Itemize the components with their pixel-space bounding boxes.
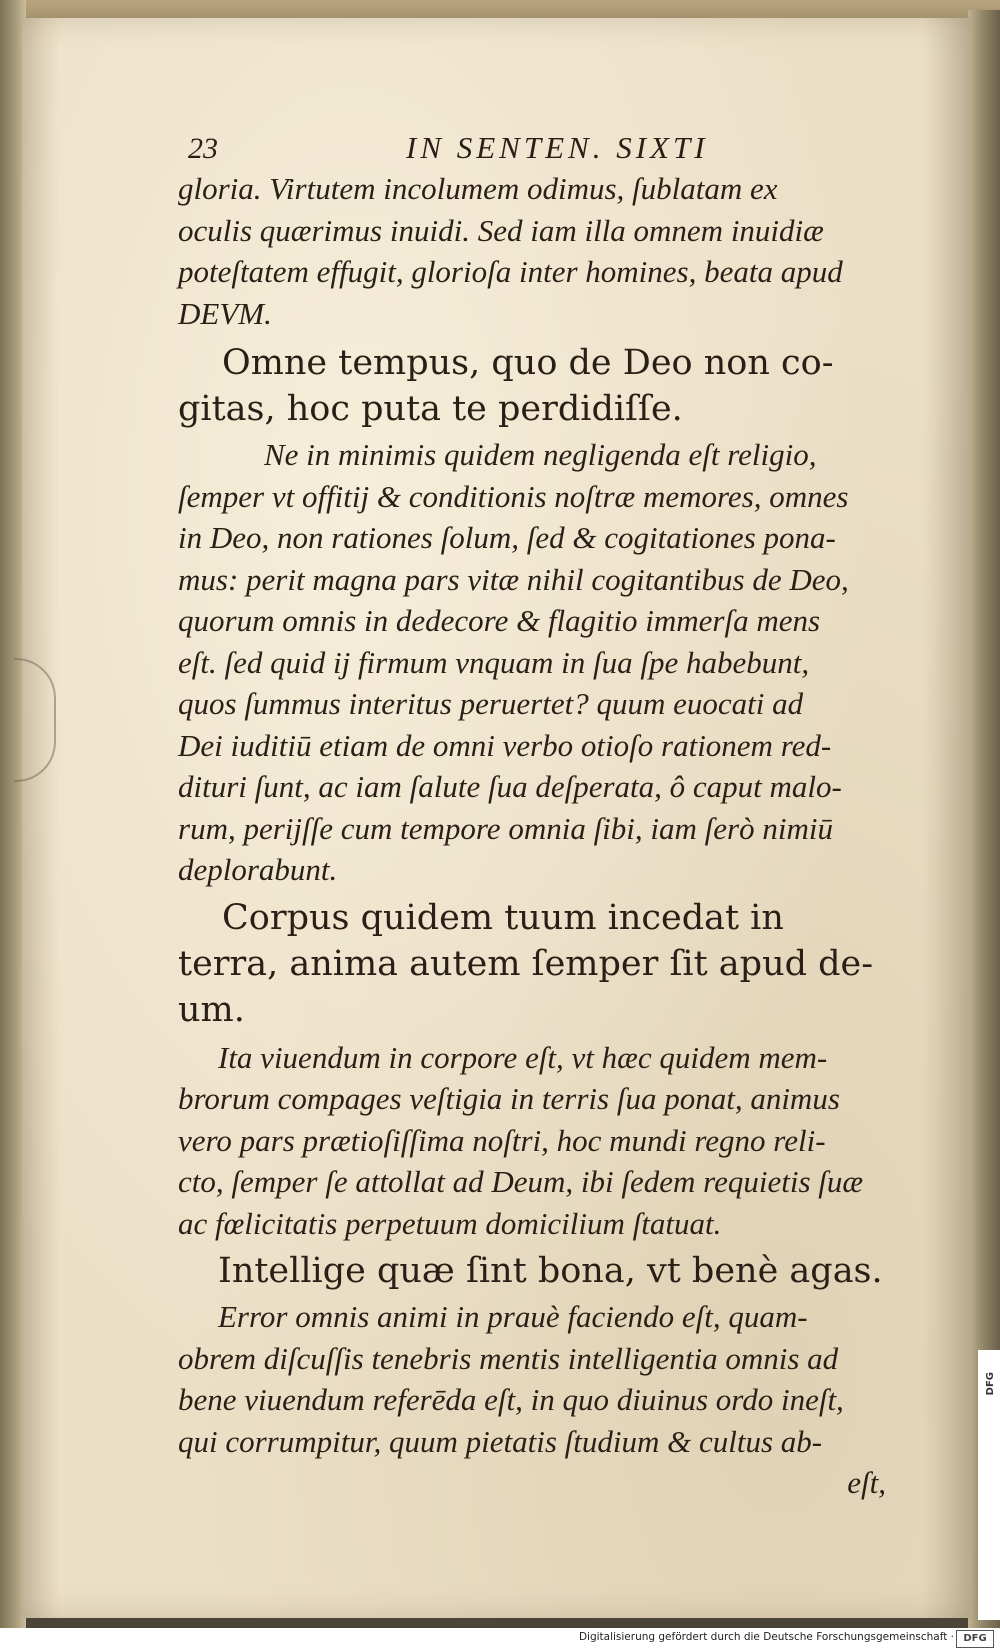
footer-credit: Digitalisierung gefördert durch die Deutsche Forschungsgemeinschaft · (578, 1631, 954, 1643)
catchword: eſt, (847, 1465, 886, 1500)
text-block (178, 118, 898, 1504)
sentence-paragraph (178, 1248, 898, 1294)
catchword-paragraph (178, 1462, 898, 1504)
text-line: dituri ſunt, ac iam ſalute ſua deſperata, ô caput malo- (178, 769, 842, 804)
text-line: mus: perit magna pars vitæ nihil cogitantibus de Deo, (178, 561, 849, 597)
text-line: Corpus quidem tuum incedat in (222, 897, 784, 938)
text-line: gitas, hoc puta te perdidiſſe. (178, 389, 683, 429)
dfg-logo-icon: DFG (956, 1630, 994, 1648)
text-line: brorum compages veſtigia in terris ſua ponat, animus (178, 1081, 840, 1116)
text-line: terra, anima autem ſemper ſit apud de- (178, 943, 874, 984)
comment-paragraph (178, 168, 898, 334)
text-line: Ne in minimis quidem negligenda eſt religio, (264, 437, 817, 472)
text-line: ſemper vt offitij & conditionis noſtræ memores, omnes (178, 478, 849, 514)
text-line: deplorabunt. (178, 852, 338, 887)
comment-paragraph (178, 1296, 898, 1462)
comment-paragraph (178, 434, 898, 891)
text-line: Intellige quæ ſint bona, vt benè agas. (218, 1251, 883, 1291)
text-line: quorum omnis in dedecore & flagitio immerſa mens (178, 603, 821, 638)
text-line: um. (178, 989, 245, 1030)
page-number: 23 (188, 132, 218, 165)
running-title: IN SENTEN. SIXTI (406, 130, 709, 165)
text-line: quos ſummus interitus peruertet? quum euocati ad (178, 686, 804, 721)
sentence-paragraph (178, 340, 898, 432)
text-line: gloria. Virtutem incolumem odimus, ſublatam ex (178, 171, 778, 206)
text-line: Dei iuditiū etiam de omni verbo otioſo rationem red- (178, 727, 832, 763)
sentence-paragraph (178, 895, 898, 1033)
text-line: qui corrumpitur, quum pietatis ſtudium & cultus ab- (178, 1423, 823, 1459)
text-line: eſt. ſed quid ij firmum vnquam in ſua ſpe habebunt, (178, 644, 810, 680)
text-line: Error omnis animi in prauè faciendo eſt, quam- (218, 1299, 808, 1334)
text-line: bene viuendum referēda eſt, in quo diuinus ordo ineſt, (178, 1382, 844, 1417)
text-line: cto, ſemper ſe attollat ad Deum, ibi ſedem requietis ſuæ (178, 1164, 864, 1199)
text-line: DEVM. (178, 295, 272, 331)
text-line: in Deo, non rationes ſolum, ſed & cogitationes pona- (178, 520, 836, 555)
binding-mark (14, 658, 56, 782)
text-line: poteſtatem effugit, glorioſa inter homines, beata apud (178, 254, 843, 289)
running-head (178, 118, 898, 168)
text-line: rum, perijſſe cum tempore omnia ſibi, iam ſerò nimiū (178, 810, 833, 846)
side-logo: DFG (985, 1372, 996, 1396)
text-line: ac fœlicitatis perpetuum domicilium ſtatuat. (178, 1205, 722, 1241)
text-line: vero pars prætioſiſſima noſtri, hoc mundi regno reli- (178, 1122, 826, 1158)
footer-bar (0, 1628, 1000, 1650)
text-line: oculis quærimus inuidi. Sed iam illa omnem inuidiæ (178, 212, 824, 248)
text-line: obrem diſcuſſis tenebris mentis intelligentia omnis ad (178, 1340, 839, 1376)
text-line: Ita viuendum in corpore eſt, vt hæc quidem mem- (218, 1039, 828, 1075)
comment-paragraph (178, 1037, 898, 1245)
text-line: Omne tempus, quo de Deo non co- (222, 343, 834, 383)
